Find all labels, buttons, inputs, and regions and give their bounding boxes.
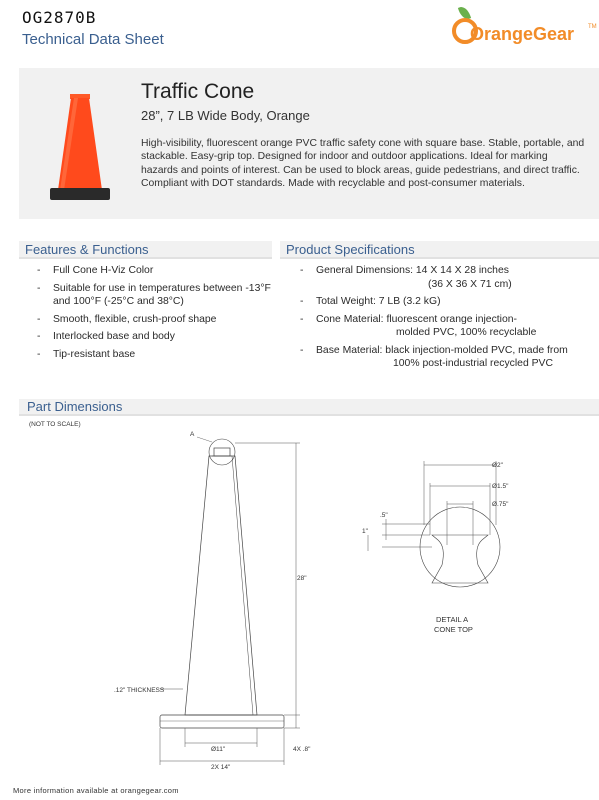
top-diameter-2-label: Ø2" — [492, 462, 503, 469]
detail-title-line-2: CONE TOP — [434, 625, 473, 634]
scale-note: (NOT TO SCALE) — [29, 421, 81, 428]
logo-trademark: TM — [588, 24, 597, 30]
feature-item: - Smooth, flexible, crush-proof shape — [37, 313, 272, 327]
spec-line: - General Dimensions: 14 X 14 X 28 inches — [316, 265, 509, 276]
height-label: 28" — [297, 575, 307, 582]
spec-item — [300, 295, 595, 309]
feature-item: - Interlocked base and body — [37, 330, 272, 344]
spec-line: - Total Weight: 7 LB (3.2 kG) — [316, 296, 441, 307]
feature-item: - Full Cone H-Viz Color — [37, 264, 272, 278]
thickness-label: .12" THICKNESS — [114, 687, 165, 694]
product-subtitle: 28”, 7 LB Wide Body, Orange — [141, 108, 310, 123]
spec-line: 100% post-industrial recycled PVC — [393, 358, 553, 369]
specs-heading: Product Specifications — [280, 241, 599, 259]
dimensions-heading: Part Dimensions — [19, 399, 599, 416]
traffic-cone-icon — [50, 92, 110, 202]
cone-inner-wall — [189, 456, 253, 715]
detail-title-line-1: DETAIL A — [436, 615, 469, 624]
detail-marker-label: A — [190, 431, 195, 438]
spec-line: molded PVC, 100% recyclable — [396, 327, 537, 338]
footer-text: More information available at orangegear.com — [13, 786, 179, 795]
specs-list — [300, 264, 595, 375]
cone-base-outline — [160, 715, 284, 728]
product-description: High-visibility, fluorescent orange PVC traffic safety cone with square base. Stable, portable, and stackable. Easy-grip top. Designed for indoor and outdoor applications. Ideal for marking hazards and points of interest. Can be used to block areas, guide pedestrians, and direct traffic. Compliant with DOT standards. Made with recyclable and post-consumer materials. — [141, 138, 585, 189]
detail-circle — [209, 439, 235, 465]
top-diameter-1-5-label: Ø1.5" — [492, 483, 509, 490]
cone-top-cap — [214, 448, 230, 456]
spec-item — [300, 313, 595, 340]
product-hero — [19, 68, 599, 219]
logo-text: OrangeGear — [470, 24, 575, 44]
spec-item — [300, 264, 595, 291]
spec-item — [300, 344, 595, 371]
brand-logo — [452, 4, 597, 54]
inner-base-label: Ø11" — [211, 746, 226, 753]
document-type: Technical Data Sheet — [22, 31, 164, 48]
features-heading: Features & Functions — [19, 241, 272, 259]
features-list — [37, 264, 272, 365]
outer-base-label: 2X 14" — [211, 764, 231, 771]
spec-line: - Cone Material: fluorescent orange injection- — [316, 313, 517, 325]
feature-item: - Tip-resistant base — [37, 348, 272, 362]
spec-line: (36 X 36 X 71 cm) — [428, 278, 512, 290]
cone-top-detail — [432, 535, 488, 583]
cone-body-outline — [185, 456, 257, 715]
spec-line: - Base Material: black injection-molded PVC, made from — [316, 344, 568, 356]
cone-technical-drawing — [0, 425, 599, 775]
top-diameter-75-label: Ø.75" — [492, 501, 509, 508]
feature-item: - Suitable for use in temperatures between -13°F and 100°F (-25°C and 38°C) — [37, 282, 272, 309]
part-number: OG2870B — [22, 8, 97, 27]
top-height-5-label: .5" — [380, 512, 388, 519]
product-title: Traffic Cone — [141, 80, 255, 103]
top-height-1-label: 1" — [362, 528, 368, 535]
base-height-label: 4X .8" — [293, 746, 311, 753]
